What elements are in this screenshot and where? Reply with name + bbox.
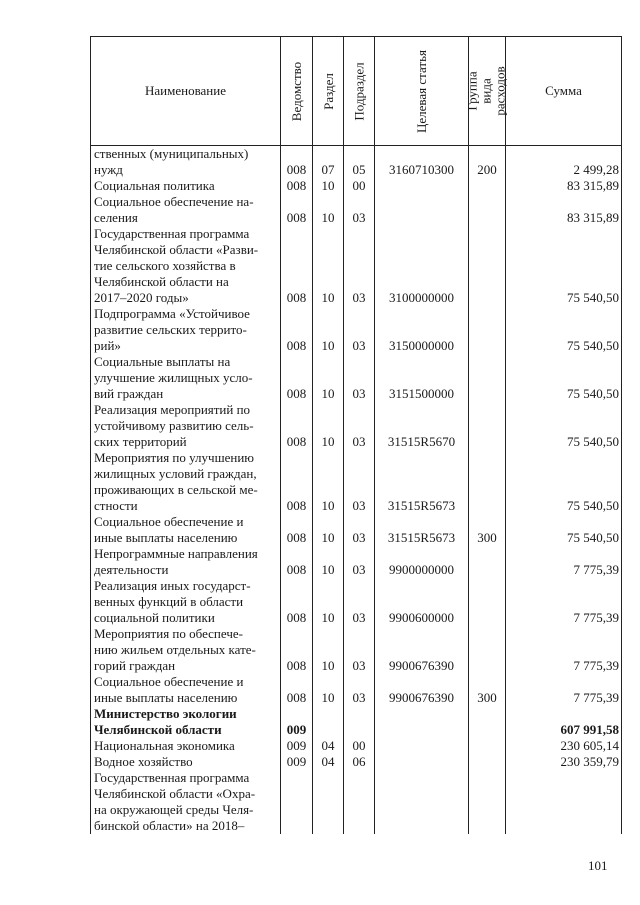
cell-section: 10 [313,354,344,402]
table-row [91,706,622,738]
header-department: Ведомство [281,37,313,146]
cell-expense-group [469,354,506,402]
cell-name: Реализация иных государст- венных функций в области социальной политики [91,578,281,626]
cell-section: 10 [313,402,344,450]
cell-subsection: 03 [344,306,375,354]
cell-target-article: 9900676390 [375,674,469,706]
table-row [91,306,622,354]
cell-sum: 83 315,89 [506,178,622,194]
cell-subsection: 03 [344,626,375,674]
cell-section [313,770,344,834]
cell-target-article [375,738,469,754]
table-body [91,146,622,835]
cell-name: Социальное обеспечение и иные выплаты населению [91,514,281,546]
cell-department: 008 [281,226,313,306]
cell-department: 008 [281,146,313,179]
cell-section: 10 [313,306,344,354]
cell-expense-group [469,706,506,738]
cell-sum: 230 605,14 [506,738,622,754]
cell-expense-group [469,226,506,306]
cell-section: 10 [313,194,344,226]
cell-subsection [344,770,375,834]
header-subsection: Подраздел [344,37,375,146]
cell-sum: 7 775,39 [506,546,622,578]
cell-target-article [375,754,469,770]
cell-section: 07 [313,146,344,179]
cell-department: 009 [281,738,313,754]
cell-target-article [375,178,469,194]
cell-subsection: 03 [344,514,375,546]
cell-target-article: 31515R5673 [375,450,469,514]
cell-subsection: 03 [344,674,375,706]
cell-expense-group [469,626,506,674]
cell-subsection: 03 [344,450,375,514]
cell-target-article: 3160710300 [375,146,469,179]
header-name: Наименование [91,37,281,146]
cell-name: Мероприятия по обеспече- нию жильем отдельных кате- горий граждан [91,626,281,674]
table-row [91,146,622,179]
cell-sum: 230 359,79 [506,754,622,770]
cell-name: ственных (муниципальных) нужд [91,146,281,179]
header-target-article: Целевая статья [375,37,469,146]
page-number: 101 [588,858,608,873]
cell-department: 008 [281,674,313,706]
cell-section: 10 [313,546,344,578]
cell-name: Реализация мероприятий по устойчивому развитию сель- ских территорий [91,402,281,450]
cell-sum [506,770,622,834]
cell-subsection [344,706,375,738]
table-row [91,514,622,546]
cell-department: 008 [281,194,313,226]
cell-target-article: 3151500000 [375,354,469,402]
cell-name: Водное хозяйство [91,754,281,770]
cell-sum: 75 540,50 [506,402,622,450]
cell-name: Министерство экологии Челябинской области [91,706,281,738]
cell-name: Мероприятия по улучшению жилищных условий граждан, проживающих в сельской ме- стности [91,450,281,514]
cell-department: 008 [281,306,313,354]
cell-subsection: 06 [344,754,375,770]
cell-expense-group [469,178,506,194]
table-row [91,178,622,194]
cell-expense-group [469,770,506,834]
cell-section: 10 [313,578,344,626]
cell-department: 008 [281,514,313,546]
cell-target-article [375,770,469,834]
cell-target-article: 9900600000 [375,578,469,626]
cell-target-article: 31515R5673 [375,514,469,546]
cell-subsection: 03 [344,578,375,626]
cell-name: Подпрограмма «Устойчивое развитие сельских террито- рий» [91,306,281,354]
table-row [91,402,622,450]
cell-expense-group [469,578,506,626]
table-row [91,226,622,306]
cell-expense-group: 300 [469,514,506,546]
cell-sum: 83 315,89 [506,194,622,226]
cell-subsection: 03 [344,226,375,306]
cell-department: 008 [281,402,313,450]
header-sum: Сумма [506,37,622,146]
table-row [91,194,622,226]
table-row [91,354,622,402]
cell-department: 008 [281,178,313,194]
cell-target-article: 3150000000 [375,306,469,354]
cell-expense-group [469,402,506,450]
table-row [91,770,622,834]
cell-section: 10 [313,626,344,674]
cell-name: Национальная экономика [91,738,281,754]
cell-department [281,770,313,834]
table-row [91,674,622,706]
cell-section: 10 [313,514,344,546]
cell-sum: 75 540,50 [506,306,622,354]
cell-sum: 7 775,39 [506,578,622,626]
cell-expense-group: 300 [469,674,506,706]
cell-subsection: 03 [344,402,375,450]
cell-department: 008 [281,450,313,514]
cell-subsection: 00 [344,738,375,754]
cell-sum: 75 540,50 [506,450,622,514]
cell-name: Социальная политика [91,178,281,194]
cell-sum: 75 540,50 [506,226,622,306]
cell-section [313,706,344,738]
table-row [91,626,622,674]
cell-expense-group [469,194,506,226]
cell-expense-group: 200 [469,146,506,179]
cell-subsection: 05 [344,146,375,179]
cell-sum: 75 540,50 [506,354,622,402]
cell-name: Непрограммные направления деятельности [91,546,281,578]
cell-target-article: 9900000000 [375,546,469,578]
cell-expense-group [469,546,506,578]
cell-sum: 2 499,28 [506,146,622,179]
cell-subsection: 00 [344,178,375,194]
budget-table [90,36,622,834]
cell-subsection: 03 [344,546,375,578]
table-row [91,738,622,754]
cell-expense-group [469,754,506,770]
budget-table-wrapper [90,36,621,858]
table-header [91,37,622,146]
cell-sum: 7 775,39 [506,626,622,674]
cell-subsection: 03 [344,194,375,226]
cell-department: 008 [281,578,313,626]
cell-name: Государственная программа Челябинской области «Охра- на окружающей среды Челя- бинской области» на 2018– [91,770,281,834]
cell-department: 008 [281,546,313,578]
table-row [91,578,622,626]
cell-department: 009 [281,706,313,738]
cell-target-article [375,706,469,738]
header-section: Раздел [313,37,344,146]
cell-expense-group [469,306,506,354]
table-row [91,546,622,578]
cell-name: Государственная программа Челябинской области «Разви- тие сельского хозяйства в Челябинской области на 2017–2020 годы» [91,226,281,306]
cell-name: Социальное обеспечение на- селения [91,194,281,226]
cell-section: 10 [313,178,344,194]
cell-section: 04 [313,754,344,770]
cell-target-article: 9900676390 [375,626,469,674]
header-expense-group: Группа вида расходов [469,37,506,146]
cell-section: 04 [313,738,344,754]
cell-department: 009 [281,754,313,770]
cell-target-article [375,194,469,226]
cell-section: 10 [313,674,344,706]
cell-target-article: 3100000000 [375,226,469,306]
cell-sum: 607 991,58 [506,706,622,738]
cell-section: 10 [313,450,344,514]
cell-department: 008 [281,354,313,402]
cell-department: 008 [281,626,313,674]
cell-expense-group [469,450,506,514]
cell-subsection: 03 [344,354,375,402]
table-row [91,450,622,514]
cell-name: Социальные выплаты на улучшение жилищных усло- вий граждан [91,354,281,402]
cell-name: Социальное обеспечение и иные выплаты населению [91,674,281,706]
cell-expense-group [469,738,506,754]
cell-target-article: 31515R5670 [375,402,469,450]
table-row [91,754,622,770]
cell-section: 10 [313,226,344,306]
cell-sum: 75 540,50 [506,514,622,546]
cell-sum: 7 775,39 [506,674,622,706]
